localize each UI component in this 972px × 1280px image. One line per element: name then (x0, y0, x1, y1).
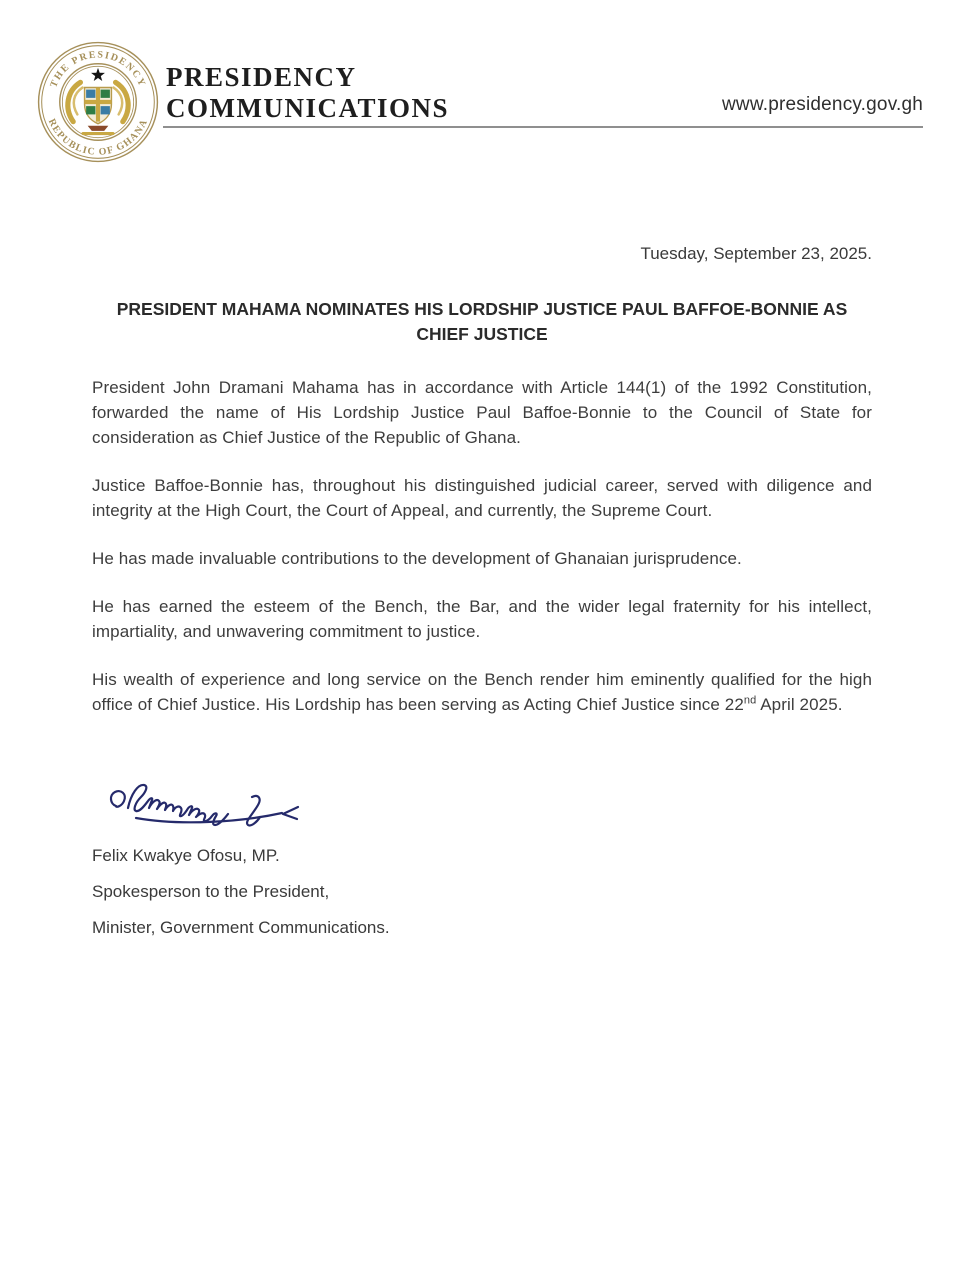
org-name-line1: PRESIDENCY (166, 62, 357, 92)
ordinal-superscript: nd (743, 694, 757, 707)
paragraph-3: He has made invaluable contributions to the development of Ghanaian jurisprudence. (92, 549, 742, 568)
org-name-line2: COMMUNICATIONS (166, 93, 449, 123)
paragraph-4: He has earned the esteem of the Bench, the Bar, and the wider legal fraternity for his intellect, impartiality, and unwavering commitment to justice. (92, 597, 872, 641)
paragraph-5 (92, 667, 872, 717)
signatory-name: Felix Kwakye Ofosu, MP. (92, 846, 280, 865)
website-url: www.presidency.gov.gh (722, 94, 923, 115)
header-divider (163, 126, 923, 128)
paragraph-2: Justice Baffoe-Bonnie has, throughout his distinguished judicial career, served with diligence and integrity at the High Court, the Court of Appeal, and currently, the Supreme Court. (92, 476, 872, 520)
document-body (92, 244, 872, 940)
seal-bottom-text: REPUBLIC OF GHANA (45, 117, 151, 158)
coat-of-arms-icon (68, 68, 128, 135)
presidency-seal-icon (36, 40, 160, 164)
paragraph-1: President John Dramani Mahama has in accordance with Article 144(1) of the 1992 Constitution, forwarded the name of His Lordship Justice Paul Baffoe-Bonnie to the Council of State for consideration as Chief Justice of the Republic of Ghana. (92, 378, 872, 447)
paragraph-5-text: His wealth of experience and long service on the Bench render him eminently qualified for the high office of Chief Justice. His Lordship has been serving as Acting Chief Justice since 22 (92, 670, 872, 714)
paragraph-5-tail: April 2025. (756, 695, 843, 714)
org-name (166, 62, 449, 124)
document-title: PRESIDENT MAHAMA NOMINATES HIS LORDSHIP JUSTICE PAUL BAFFOE-BONNIE AS CHIEF JUSTICE (116, 299, 848, 344)
signature-image (106, 766, 316, 830)
signatory-role-1: Spokesperson to the President, (92, 882, 330, 901)
letterhead (0, 0, 972, 186)
seal-top-text: THE PRESIDENCY (48, 49, 148, 90)
signatory-role-2: Minister, Government Communications. (92, 918, 390, 937)
date-line: Tuesday, September 23, 2025. (640, 244, 872, 263)
